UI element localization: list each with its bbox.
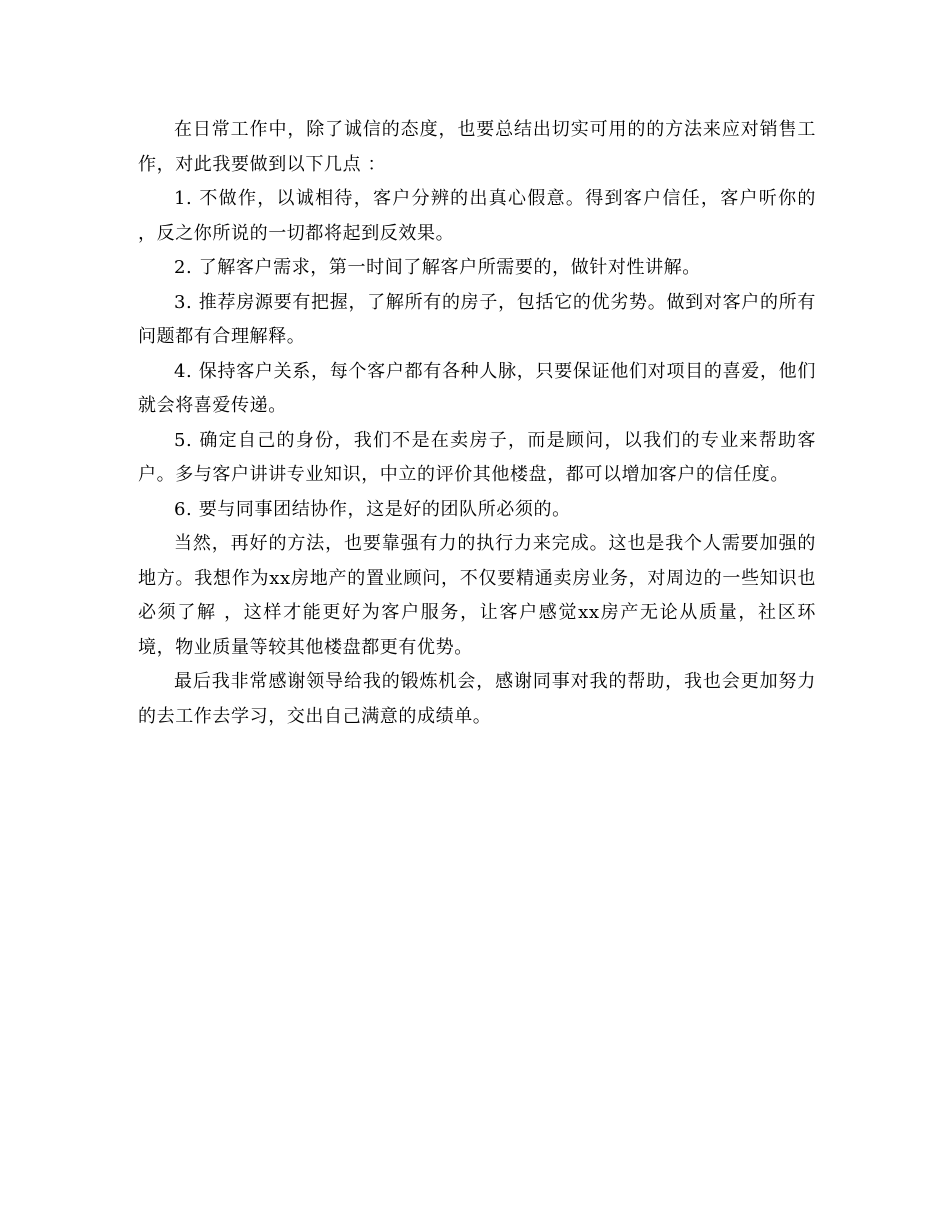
list-item-3: 3. 推荐房源要有把握，了解所有的房子，包括它的优劣势。做到对客户的所有问题都有合理解释。 [138,291,816,347]
closing-paragraph: 最后我非常感谢领导给我的锻炼机会，感谢同事对我的帮助，我也会更加努力的去工作去学习，交出自己满意的成绩单。 [138,671,816,727]
list-item-6: 6. 要与同事团结协作，这是好的团队所必须的。 [174,498,571,520]
list-item-2: 2. 了解客户需求，第一时间了解客户所需要的，做针对性讲解。 [174,257,701,278]
execution-paragraph: 当然，再好的方法，也要靠强有力的执行力来完成。这也是我个人需要加强的地方。我想作为xx房地产的置业顾问，不仅要精通卖房业务，对周边的一些知识也必须了解 ，这样才能更好为客户服务，让客户感觉xx房产无论从质量，社区环境，物业质量等较其他楼盘都更有优势。 [138,533,816,658]
list-item-5: 5. 确定自己的身份，我们不是在卖房子，而是顾问，以我们的专业来帮助客户。多与客户讲讲专业知识，中立的评价其他楼盘，都可以增加客户的信任度。 [138,429,816,485]
document-body [138,113,816,734]
list-item-1: 1. 不做作，以诚相待，客户分辨的出真心假意。得到客户信任，客户听你的 ，反之你所说的一切都将起到反效果。 [138,188,816,244]
list-item-4: 4. 保持客户关系，每个客户都有各种人脉，只要保证他们对项目的喜爱，他们就会将喜爱传递。 [138,360,816,416]
intro-paragraph: 在日常工作中，除了诚信的态度，也要总结出切实可用的的方法来应对销售工作，对此我要做到以下几点 ： [138,119,816,175]
